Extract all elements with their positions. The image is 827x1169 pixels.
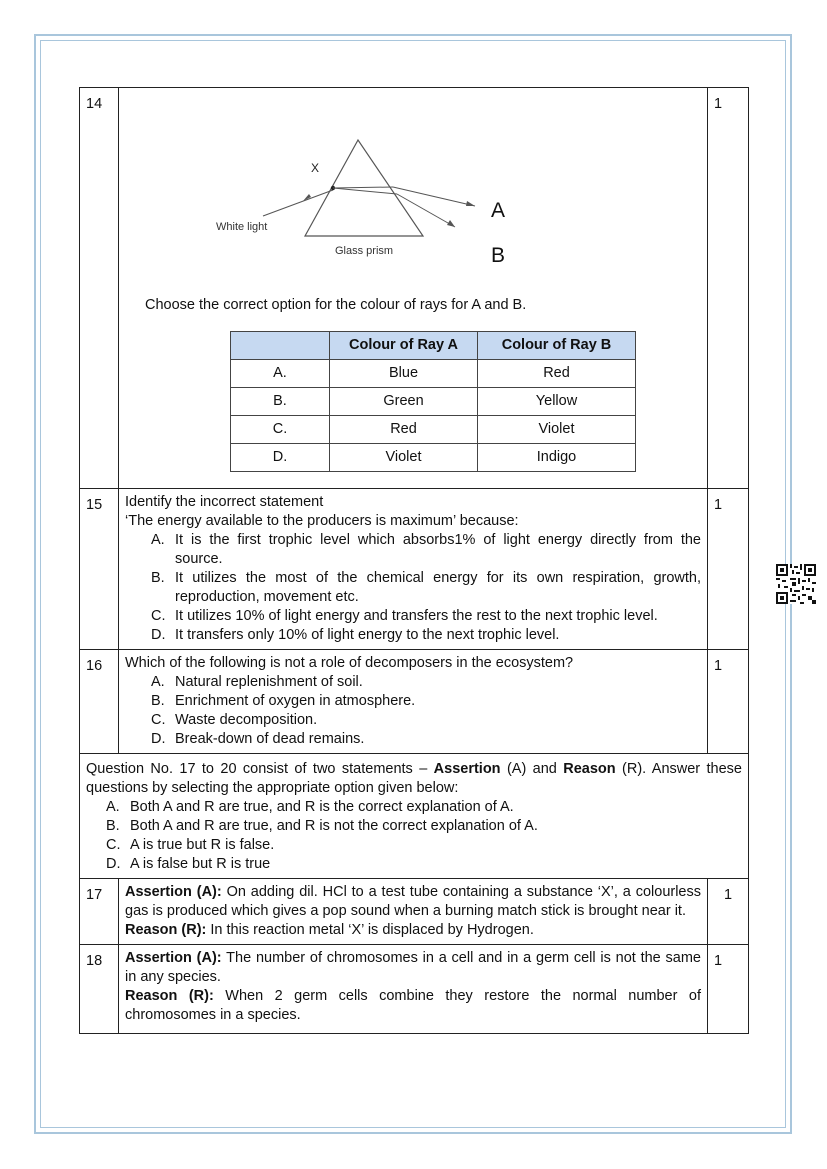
option-item: [151, 607, 701, 626]
question-title: Identify the incorrect statement: [125, 494, 324, 510]
label-a: A: [491, 199, 506, 222]
ray-inside-prism-a: [333, 187, 393, 188]
question-16: [80, 650, 749, 754]
question-14: [80, 88, 749, 489]
option-letter: D.: [151, 731, 166, 747]
option-letter: D.: [151, 627, 166, 643]
option-item: [106, 855, 742, 874]
incident-ray: [263, 190, 333, 216]
option-text: Natural replenishment of soil.: [175, 674, 363, 690]
option-text: A is false but R is true: [130, 856, 271, 872]
label-x: X: [311, 161, 320, 175]
table-header-cell: [231, 332, 330, 360]
option-item: [151, 531, 701, 569]
intro-text-part: Question No. 17 to 20 consist of two statements –: [86, 761, 434, 777]
table-row: [231, 388, 636, 416]
option-letter: C.: [151, 712, 166, 728]
option-text: A is true but R is false.: [130, 837, 275, 853]
arrow-b: [447, 220, 455, 227]
option-text: Break-down of dead remains.: [175, 731, 365, 747]
table-cell: Violet: [478, 416, 636, 444]
reason-text: When 2 germ cells combine they restore the normal number of chromosomes in a species.: [125, 988, 701, 1023]
assertion-reason-intro: [80, 754, 749, 879]
option-item: [151, 569, 701, 607]
option-text: It is the first trophic level which absorbs1% of light energy directly from the source.: [175, 532, 701, 567]
intro-text-part: (R). Answer these questions by selecting the appropriate option given below:: [86, 761, 742, 796]
intro-text: [86, 760, 742, 798]
option-item: [151, 673, 701, 692]
question-18: [80, 945, 749, 1034]
table-cell: Green: [330, 388, 478, 416]
option-letter: A.: [151, 532, 165, 548]
options-list: [125, 673, 701, 749]
table-header-cell: Colour of Ray A: [330, 332, 478, 360]
label-white-light: White light: [216, 221, 268, 233]
intro-assertion-bold: Assertion: [433, 761, 501, 777]
table-cell: C.: [231, 416, 330, 444]
option-letter: C.: [151, 608, 166, 624]
table-cell: Violet: [330, 444, 478, 472]
option-item: [106, 817, 742, 836]
option-letter: B.: [151, 693, 165, 709]
question-body: [119, 879, 708, 945]
qr-code-icon: [776, 564, 816, 604]
intro-body: [80, 754, 749, 879]
option-letter: A.: [106, 799, 120, 815]
question-number: 18: [80, 945, 119, 1034]
table-cell: Red: [478, 360, 636, 388]
intro-reason-bold: Reason: [563, 761, 616, 777]
option-text: Enrichment of oxygen in atmosphere.: [175, 693, 416, 709]
table-cell: Red: [330, 416, 478, 444]
option-letter: B.: [106, 818, 120, 834]
question-number: 17: [80, 879, 119, 945]
question-marks: 1: [708, 88, 749, 489]
assertion: [125, 883, 701, 921]
question-body: [119, 650, 708, 754]
table-row: [231, 444, 636, 472]
question-number: 16: [80, 650, 119, 754]
prism-diagram: [153, 102, 673, 282]
assertion-text: The number of chromosomes in a cell and in a germ cell is not the same in any species.: [125, 950, 701, 985]
option-letter: A.: [151, 674, 165, 690]
assertion: [125, 949, 701, 987]
question-number: 15: [80, 489, 119, 650]
assertion-text: On adding dil. HCl to a test tube containing a substance ‘X’, a colourless gas is produced which gives a pop sound when a burning match stick is brought near it.: [125, 884, 701, 919]
reason-text: In this reaction metal ‘X’ is displaced by Hydrogen.: [206, 922, 534, 938]
table-cell: Yellow: [478, 388, 636, 416]
question-body: [119, 489, 708, 650]
assertion-label: Assertion (A):: [125, 884, 222, 900]
table-header-row: [231, 332, 636, 360]
table-row: [231, 416, 636, 444]
reason: [125, 921, 701, 940]
table-row: [231, 360, 636, 388]
question-marks: 1: [708, 945, 749, 1034]
option-item: [151, 730, 701, 749]
option-text: Both A and R are true, and R is the correct explanation of A.: [130, 799, 514, 815]
table-cell: Indigo: [478, 444, 636, 472]
option-text: It utilizes 10% of light energy and transfers the rest to the next trophic level.: [175, 608, 658, 624]
label-glass-prism: Glass prism: [335, 245, 394, 257]
ray-inside-prism-b: [333, 188, 397, 194]
table-cell: A.: [231, 360, 330, 388]
option-text: It utilizes the most of the chemical energy for its own respiration, growth, reproduction, movement etc.: [175, 570, 701, 605]
arrow-a: [466, 201, 475, 206]
table-cell: D.: [231, 444, 330, 472]
option-text: It transfers only 10% of light energy to the next trophic level.: [175, 627, 560, 643]
intro-text-part: (A) and: [500, 761, 564, 777]
reason-label: Reason (R):: [125, 922, 207, 938]
question-title: Which of the following is not a role of decomposers in the ecosystem?: [125, 655, 574, 671]
options-list: [86, 798, 742, 874]
option-text: Both A and R are true, and R is not the correct explanation of A.: [130, 818, 538, 834]
ray-colour-table: [230, 331, 636, 472]
option-item: [151, 692, 701, 711]
option-item: [106, 836, 742, 855]
reason-label: Reason (R):: [125, 988, 214, 1004]
option-letter: C.: [106, 837, 121, 853]
question-prompt: Choose the correct option for the colour of rays for A and B.: [145, 297, 527, 313]
table-cell: B.: [231, 388, 330, 416]
option-item: [151, 711, 701, 730]
table-cell: Blue: [330, 360, 478, 388]
emergent-ray-a: [393, 187, 475, 206]
table-header-cell: Colour of Ray B: [478, 332, 636, 360]
option-text: Waste decomposition.: [175, 712, 318, 728]
label-b: B: [491, 244, 506, 267]
question-marks: 1: [708, 879, 749, 945]
question-17: [80, 879, 749, 945]
option-item: [151, 626, 701, 645]
question-subtitle: ‘The energy available to the producers is maximum’ because:: [125, 513, 519, 529]
question-body: [119, 88, 708, 489]
question-body: [119, 945, 708, 1034]
question-marks: 1: [708, 489, 749, 650]
option-letter: D.: [106, 856, 121, 872]
question-marks: 1: [708, 650, 749, 754]
glass-prism-shape: [305, 140, 423, 236]
question-15: [80, 489, 749, 650]
option-item: [106, 798, 742, 817]
option-letter: B.: [151, 570, 165, 586]
assertion-label: Assertion (A):: [125, 950, 222, 966]
questions-table: [79, 87, 749, 1034]
question-number: 14: [80, 88, 119, 489]
reason: [125, 987, 701, 1025]
options-list: [125, 531, 701, 645]
